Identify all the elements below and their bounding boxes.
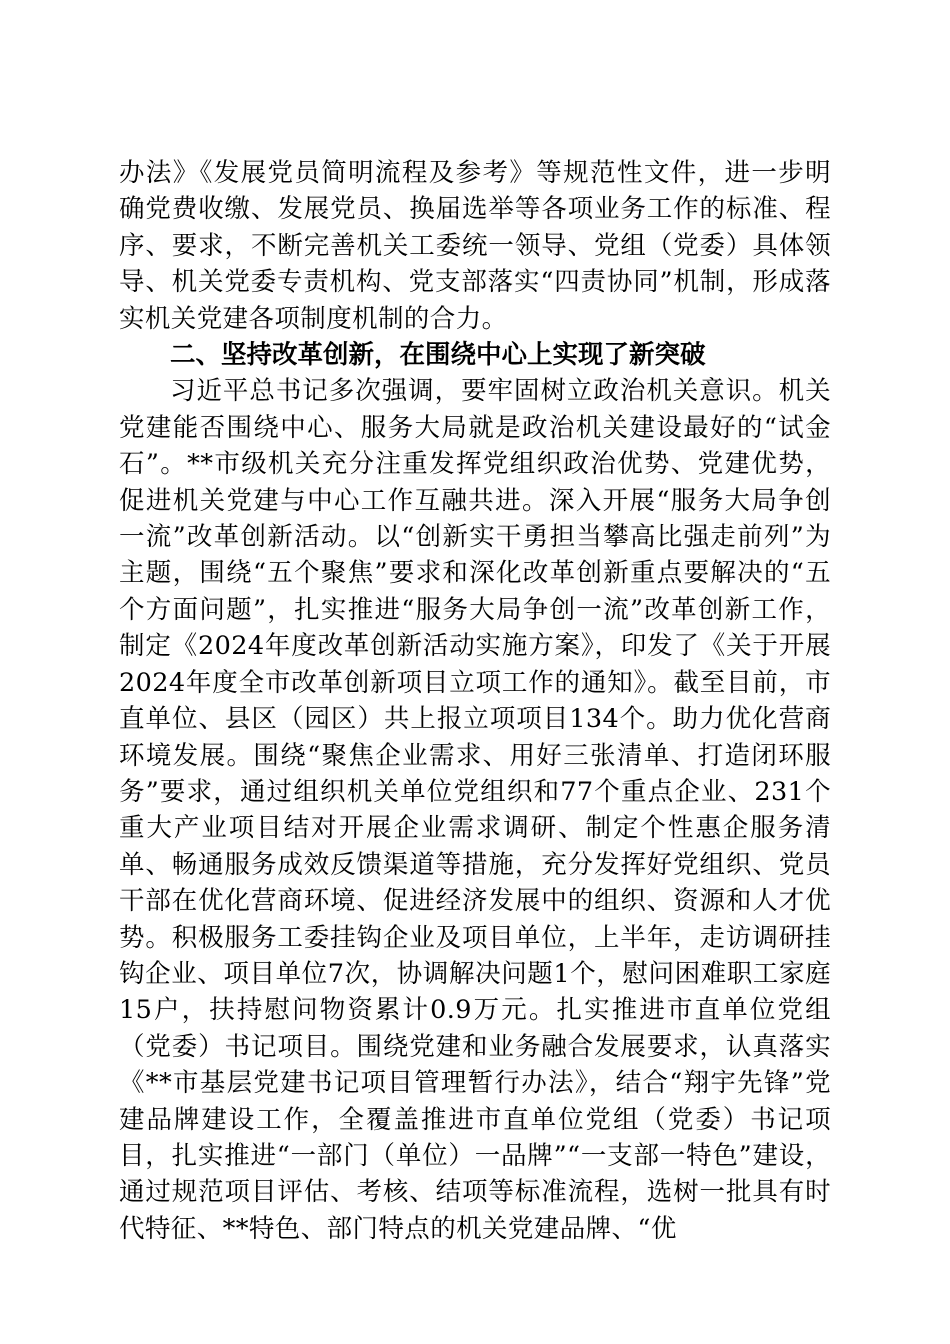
body-paragraph: 习近平总书记多次强调，要牢固树立政治机关意识。机关党建能否围绕中心、服务大局就是政治机关建设最好的“试金石”。**市级机关充分注重发挥党组织政治优势、党建优势，促进机关党建与中心工作互融共进。深入开展“服务大局争创一流”改革创新活动。以“创新实干勇担当攀高比强走前列”为主题，围绕“五个聚焦”要求和深化改革创新重点要解决的“五个方面问题”，扎实推进“服务大局争创一流”改革创新工作，制定《2024年度改革创新活动实施方案》，印发了《关于开展2024年度全市改革创新项目立项工作的通知》。截至目前，市直单位、县区（园区）共上报立项项目134个。助力优化营商环境发展。围绕“聚焦企业需求、用好三张清单、打造闭环服务”要求，通过组织机关单位党组织和77个重点企业、231个重大产业项目结对开展企业需求调研、制定个性惠企服务清单、畅通服务成效反馈渠道等措施，充分发挥好党组织、党员干部在优化营商环境、促进经济发展中的组织、资源和人才优势。积极服务工委挂钩企业及项目单位，上半年，走访调研挂钩企业、项目单位7次，协调解决问题1个，慰问困难职工家庭15户，扶持慰问物资累计0.9万元。扎实推进市直单位党组（党委）书记项目。围绕党建和业务融合发展要求，认真落实《**市基层党建书记项目管理暂行办法》，结合“翔宇先锋”党建品牌建设工作，全覆盖推进市直单位党组（党委）书记项目，扎实推进“一部门（单位）一品牌”“一支部一特色”建设，通过规范项目评估、考核、结项等标准流程，选树一批具有时代特征、**特色、部门特点的机关党建品牌、“优	[119, 376, 831, 1244]
section-heading: 二、坚持改革创新，在围绕中心上实现了新突破	[170, 340, 706, 371]
document-body	[119, 155, 831, 1247]
continuation-paragraph: 办法》《发展党员简明流程及参考》等规范性文件，进一步明确党费收缴、发展党员、换届选举等各项业务工作的标准、程序、要求，不断完善机关工委统一领导、党组（党委）具体领导、机关党委专责机构、党支部落实“四责协同”机制，形成落实机关党建各项制度机制的合力。	[119, 158, 831, 334]
